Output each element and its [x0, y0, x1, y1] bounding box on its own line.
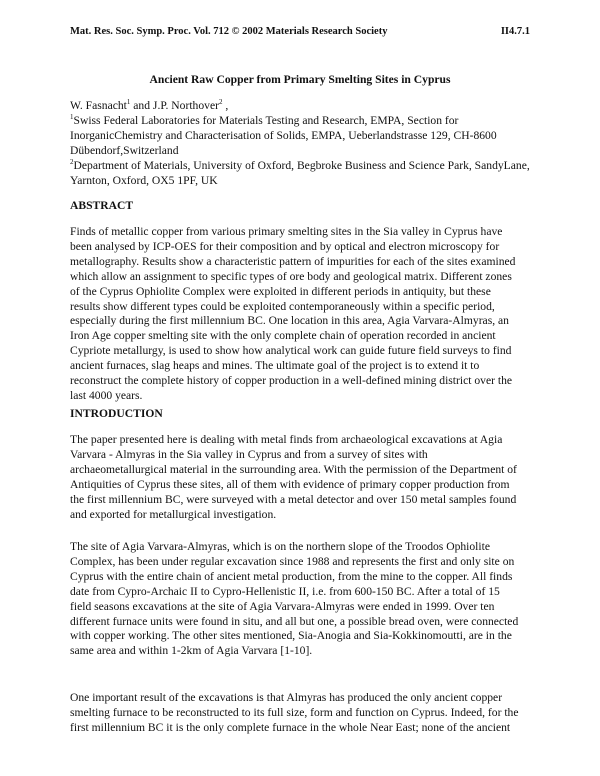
- text-line: of the Cyprus Ophiolite Complex were exploited in different periods in antiquity, but these: [70, 284, 491, 298]
- author-line: [70, 98, 530, 113]
- text-line: and exported for metallurgical investigation.: [70, 507, 277, 521]
- text-line: the first millennium BC, were surveyed with a metal detector and over 150 metal samples found: [70, 492, 517, 506]
- text-line: The site of Agia Varvara-Almyras, which is on the northern slope of the Troodos Ophiolite: [70, 540, 490, 553]
- text-line: different furnace units were found in situ, and all but one, a possible bread oven, were connected: [70, 614, 519, 628]
- affiliation-mark: 2: [70, 158, 74, 167]
- text-line: The paper presented here is dealing with metal finds from archaeological excavations at Agia: [70, 433, 503, 446]
- text-line: One important result of the excavations is that Almyras has produced the only ancient copper: [70, 691, 503, 704]
- abstract-body: [70, 225, 530, 404]
- affiliation-mark: 1: [70, 113, 74, 122]
- text-line: Iron Age copper smelting site with the only complete chain of operation recorded in ancient: [70, 329, 496, 343]
- text-line-content: Department of Materials, University of Oxford, Begbroke Business and Science Park, Sandy: [73, 159, 504, 172]
- journal-citation: Mat. Res. Soc. Symp. Proc. Vol. 712 © 2002 Materials Research Society: [70, 26, 388, 37]
- text-line-content: Swiss Federal Laboratories for Materials Testing and Research, EMPA, Section for Inorganic: [70, 114, 459, 142]
- author-1-affil-mark: 1: [126, 98, 131, 107]
- text-line: Cyprus with the entire chain of ancient metal production, from the mine to the copper. All finds: [70, 569, 513, 583]
- intro-paragraph-3: [70, 691, 530, 736]
- text-line: Lane, Yarnton, Oxford, OX5 1PF, UK: [70, 159, 530, 187]
- introduction-heading: INTRODUCTION: [70, 407, 163, 420]
- text-line: Varvara - Almyras in the Sia valley in Cyprus and from a survey of sites with: [70, 447, 428, 461]
- paper-title: Ancient Raw Copper from Primary Smelting Sites in Cyprus: [149, 73, 451, 86]
- text-line: reconstruct the complete history of copper production in a well-defined mining district over the: [70, 374, 513, 388]
- text-line: Complex, has been under regular excavation since 1988 and represents the first and only site on: [70, 554, 515, 568]
- text-line: first millennium BC it is the only complete furnace in the whole Near East; none of the ancient: [70, 720, 511, 734]
- text-line: smelting furnace to be reconstructed to its full size, form and function on Cyprus. Indeed, for the: [70, 705, 519, 719]
- text-line: same area and within 1-2km of Agia Varvara [1-10].: [70, 644, 313, 658]
- text-line: date from Cypro-Archaic II to Cypro-Hellenistic II, i.e. from 600-150 BC. After a total of 15: [70, 584, 500, 598]
- text-line: with copper working. The other sites mentioned, Sia-Anogia and Sia-Kokkinomoutti, are in the: [70, 629, 512, 643]
- intro-paragraph-2: [70, 540, 530, 659]
- author-2: and J.P. Northover: [130, 99, 219, 112]
- page-number: II4.7.1: [500, 26, 530, 37]
- text-line: results show different types could be exploited contemporaneously within a specific period,: [70, 299, 495, 313]
- abstract-heading: ABSTRACT: [70, 199, 134, 212]
- text-line: Finds of metallic copper from various primary smelting sites in the Sia valley in Cyprus have: [70, 225, 503, 238]
- author-line-tail: ,: [222, 99, 229, 112]
- text-line: Antiquities of Cyprus these sites, all of them with evidence of primary copper production from: [70, 477, 510, 491]
- text-line: metallography. Results show a characteristic pattern of impurities for each of the sites examined: [70, 254, 516, 268]
- text-line: Cypriote metallurgy, is used to show how analytical work can guide future field surveys to find: [70, 344, 512, 358]
- text-line: [70, 159, 504, 172]
- text-line: ancient furnaces, slag heaps and mines. The ultimate goal of the project is to extend it to: [70, 359, 480, 373]
- text-line: which allow an assignment to specific types of ore body and geological matrix. Different zones: [70, 269, 512, 283]
- intro-paragraph-1: [70, 433, 530, 522]
- text-line: archaeometallurgical material in the surrounding area. With the permission of the Department of: [70, 462, 517, 476]
- text-line: field seasons excavations at the site of Agia Varvara-Almyras were ended in 1999. Over ten: [70, 599, 495, 613]
- text-line: Switzerland: [123, 144, 179, 157]
- author-2-affil-mark: 2: [218, 98, 223, 107]
- text-line: last 4000 years.: [70, 388, 143, 402]
- affiliation-2: [70, 158, 530, 188]
- author-1: W. Fasnacht: [70, 99, 127, 112]
- affiliation-1: [70, 113, 530, 158]
- text-line: Chemistry and Characterisation of Solids, EMPA, Ueberlandstrasse 129, CH-8600 Dübendorf,: [70, 129, 497, 157]
- text-line: especially during the first millennium BC. One location in this area, Agia Varvara-Almyras, an: [70, 314, 509, 328]
- text-line: been analysed by ICP-OES for their composition and by optical and electron microscopy for: [70, 239, 500, 253]
